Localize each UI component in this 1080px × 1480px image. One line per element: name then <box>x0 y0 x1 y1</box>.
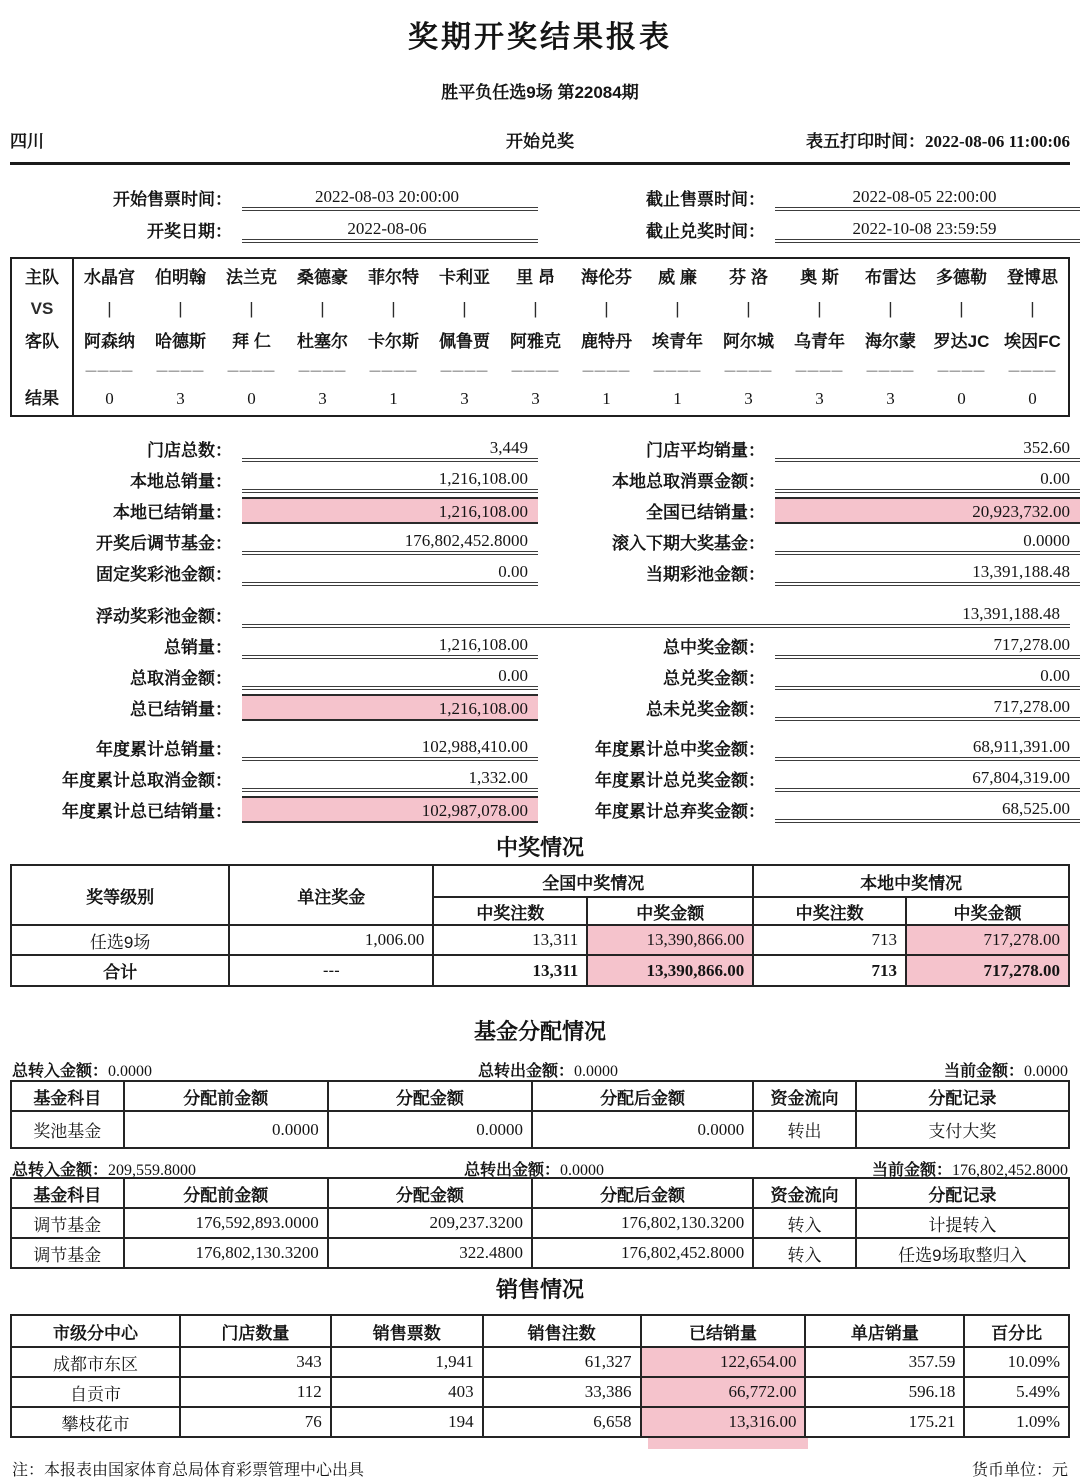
score-separator: ———— <box>511 365 560 377</box>
prize-table <box>10 864 1070 987</box>
stat-label: 总未兑奖金额： <box>646 700 765 719</box>
column-header: 销售票数 <box>331 1315 483 1347</box>
ticket-count: 403 <box>331 1377 483 1407</box>
meta-row <box>10 127 1070 151</box>
stat-value-highlighted: 102,987,078.00 <box>242 796 538 823</box>
vs-separator: | <box>888 299 893 318</box>
stat-label: 年度累计总中奖金额： <box>595 740 765 759</box>
match-column <box>429 259 500 415</box>
branch-city: 成都市东区 <box>11 1347 180 1377</box>
away-team: 阿雅克 <box>510 332 561 351</box>
stat-value-highlighted: 1,216,108.00 <box>242 497 538 524</box>
stat-label: 截止兑奖时间： <box>646 221 765 241</box>
away-team: 阿尔城 <box>723 332 774 351</box>
stat-label: 当期彩池金额： <box>646 565 765 584</box>
stat-label: 门店总数： <box>147 441 232 460</box>
column-header: 中奖注数 <box>753 897 906 925</box>
single-prize: 1,006.00 <box>229 925 433 955</box>
column-header: 门店数量 <box>180 1315 331 1347</box>
match-result: 3 <box>318 389 327 408</box>
fund-current-label: 当前金额： <box>871 1162 952 1179</box>
vs-separator: | <box>462 299 467 318</box>
match-result: 1 <box>673 389 682 408</box>
fund-in-label: 总转入金额： <box>12 1063 109 1080</box>
stat-label: 开奖后调节基金： <box>96 534 232 553</box>
score-separator: ———— <box>582 365 631 377</box>
stat-label: 开始售票时间： <box>113 189 232 209</box>
vs-separator: | <box>604 299 609 318</box>
stat-value: 2022-08-06 <box>242 216 538 243</box>
score-separator: ———— <box>937 365 986 377</box>
ticket-count: 194 <box>331 1407 483 1437</box>
currency-unit: 货币单位：元 <box>971 1462 1068 1479</box>
score-separator: ———— <box>795 365 844 377</box>
percentage: 10.09% <box>964 1347 1069 1377</box>
match-column <box>287 259 358 415</box>
table-row <box>11 1111 1069 1148</box>
single-prize: --- <box>229 955 433 986</box>
stat-value: 352.60 <box>775 435 1080 462</box>
vs-separator: | <box>959 299 964 318</box>
home-team: 布雷达 <box>865 268 916 287</box>
match-row-labels <box>12 259 74 415</box>
stat-value: 13,391,188.48 <box>775 559 1080 586</box>
sale-times-block <box>10 181 1070 245</box>
table-row <box>11 1377 1069 1407</box>
per-store-sales: 175.21 <box>805 1407 964 1437</box>
column-header: 中奖金额 <box>587 897 753 925</box>
match-result: 3 <box>815 389 824 408</box>
away-team: 乌青年 <box>794 332 845 351</box>
match-column <box>926 259 997 415</box>
store-stats-block <box>10 433 1070 588</box>
settled-sales: 66,772.00 <box>641 1377 806 1407</box>
away-team: 鹿特丹 <box>581 332 632 351</box>
table-row <box>11 1208 1069 1238</box>
fund-out-label: 总转出金额： <box>463 1162 560 1179</box>
column-header: 销售注数 <box>483 1315 641 1347</box>
vs-separator: | <box>320 299 325 318</box>
away-team: 罗达JC <box>933 332 990 351</box>
stat-value: 2022-08-03 20:00:00 <box>242 184 538 211</box>
fund-subject: 调节基金 <box>11 1238 124 1268</box>
home-team: 里 昂 <box>516 268 555 287</box>
home-team: 多德勒 <box>936 268 987 287</box>
match-column <box>216 259 287 415</box>
national-count: 13,311 <box>433 925 587 955</box>
prize-section-title: 中奖情况 <box>495 835 584 860</box>
stat-value-highlighted: 1,216,108.00 <box>242 694 538 721</box>
stat-value: 1,216,108.00 <box>242 466 538 493</box>
stat-label: 年度累计总取消金额： <box>62 771 232 790</box>
away-team: 埃因FC <box>1004 332 1061 351</box>
column-header: 已结销量 <box>641 1315 806 1347</box>
match-result: 0 <box>247 389 256 408</box>
match-column <box>145 259 216 415</box>
fund-summary-row <box>10 1058 1070 1080</box>
stat-value: 2022-10-08 23:59:59 <box>775 216 1080 243</box>
column-header: 单店销量 <box>805 1315 964 1347</box>
local-amount: 717,278.00 <box>906 925 1069 955</box>
table-row <box>11 1407 1069 1437</box>
fund-subject: 调节基金 <box>11 1208 124 1238</box>
stat-value: 67,804,319.00 <box>775 765 1080 792</box>
vs-separator: | <box>178 299 183 318</box>
print-time-value: 2022-08-06 11:00:06 <box>925 132 1070 151</box>
home-team: 菲尔特 <box>368 268 419 287</box>
match-result: 3 <box>176 389 185 408</box>
stat-label: 总取消金额： <box>130 669 232 688</box>
column-group-header: 全国中奖情况 <box>433 865 753 897</box>
settled-sales: 122,654.00 <box>641 1347 806 1377</box>
stat-value: 0.0000 <box>775 528 1080 555</box>
fund-current-value: 176,802,452.8000 <box>951 1162 1068 1179</box>
vs-separator: | <box>533 299 538 318</box>
stat-value: 176,802,452.8000 <box>242 528 538 555</box>
print-time <box>806 127 1070 152</box>
amount-allocated: 209,237.3200 <box>328 1208 532 1238</box>
score-separator: ———— <box>298 365 347 377</box>
stat-value: 68,525.00 <box>775 796 1080 823</box>
match-result: 0 <box>957 389 966 408</box>
match-column <box>997 259 1068 415</box>
match-column <box>855 259 926 415</box>
local-count: 713 <box>753 955 906 986</box>
branch-city: 自贡市 <box>11 1377 180 1407</box>
fund-direction: 转入 <box>753 1238 856 1268</box>
match-result: 0 <box>1028 389 1037 408</box>
away-team: 阿森纳 <box>84 332 135 351</box>
column-header: 市级分中心 <box>11 1315 180 1347</box>
amount-before: 176,802,130.3200 <box>124 1238 328 1268</box>
stat-label: 门店平均销量： <box>646 441 765 460</box>
store-count: 112 <box>180 1377 331 1407</box>
fund-direction: 转出 <box>753 1111 856 1148</box>
column-header: 奖等级别 <box>11 865 229 925</box>
fund-table-2 <box>10 1177 1070 1269</box>
stat-label: 本地已结销量： <box>113 503 232 522</box>
fund-out-value: 0.0000 <box>574 1063 618 1080</box>
home-team: 伯明翰 <box>155 268 206 287</box>
home-row-label: 主队 <box>25 268 59 287</box>
stat-value: 0.00 <box>775 466 1080 493</box>
fund-record: 计提转入 <box>856 1208 1069 1238</box>
fund-current-label: 当前金额： <box>943 1063 1024 1080</box>
region-label: 四川 <box>10 132 44 151</box>
score-separator: ———— <box>866 365 915 377</box>
vs-separator: | <box>107 299 112 318</box>
score-separator: ———— <box>156 365 205 377</box>
percentage: 5.49% <box>964 1377 1069 1407</box>
national-amount: 13,390,866.00 <box>587 925 753 955</box>
table-row <box>11 925 1069 955</box>
amount-after: 176,802,130.3200 <box>532 1208 753 1238</box>
national-count: 13,311 <box>433 955 587 986</box>
fund-subject: 奖池基金 <box>11 1111 124 1148</box>
bet-count: 6,658 <box>483 1407 641 1437</box>
away-row-label: 客队 <box>25 332 59 351</box>
local-count: 713 <box>753 925 906 955</box>
fund-out-label: 总转出金额： <box>477 1063 574 1080</box>
table-row <box>11 955 1069 986</box>
stat-value: 3,449 <box>242 435 538 462</box>
match-column <box>784 259 855 415</box>
home-team: 海伦芬 <box>581 268 632 287</box>
away-team: 拜 仁 <box>232 332 271 351</box>
column-header: 分配前金额 <box>124 1081 328 1111</box>
match-result: 0 <box>105 389 114 408</box>
vs-separator: | <box>249 299 254 318</box>
score-separator: ———— <box>440 365 489 377</box>
score-separator: ———— <box>724 365 773 377</box>
column-group-header: 本地中奖情况 <box>753 865 1069 897</box>
home-team: 奥 斯 <box>800 268 839 287</box>
away-team: 卡尔斯 <box>368 332 419 351</box>
amount-before: 176,592,893.0000 <box>124 1208 328 1238</box>
column-header: 分配后金额 <box>532 1178 753 1208</box>
sales-section-title: 销售情况 <box>495 1277 584 1302</box>
home-team: 芬 洛 <box>729 268 768 287</box>
result-row-label: 结果 <box>25 389 59 408</box>
stat-label: 年度累计总弃奖金额： <box>595 802 765 821</box>
stat-label: 本地总取消票金额： <box>612 472 765 491</box>
store-count: 76 <box>180 1407 331 1437</box>
away-team: 佩鲁贾 <box>439 332 490 351</box>
stat-value-highlighted: 20,923,732.00 <box>775 497 1080 524</box>
stat-value: 0.00 <box>242 559 538 586</box>
amount-after: 0.0000 <box>532 1111 753 1148</box>
fund-current-value: 0.0000 <box>1023 1063 1068 1080</box>
match-result: 3 <box>460 389 469 408</box>
stat-label: 截止售票时间： <box>646 189 765 209</box>
stat-value: 102,988,410.00 <box>242 734 538 761</box>
match-result: 1 <box>389 389 398 408</box>
prize-level: 合计 <box>11 955 229 986</box>
match-column <box>713 259 784 415</box>
score-separator: ———— <box>85 365 134 377</box>
stat-value: 2022-08-05 22:00:00 <box>775 184 1080 211</box>
home-team: 桑德豪 <box>297 268 348 287</box>
match-results-table <box>10 257 1070 417</box>
score-separator: ———— <box>227 365 276 377</box>
stat-label: 固定奖彩池金额： <box>96 565 232 584</box>
bet-count: 61,327 <box>483 1347 641 1377</box>
column-header: 单注奖金 <box>229 865 433 925</box>
prize-level: 任选9场 <box>11 925 229 955</box>
column-header: 分配金额 <box>328 1178 532 1208</box>
away-team: 杜塞尔 <box>297 332 348 351</box>
per-store-sales: 357.59 <box>805 1347 964 1377</box>
stat-label: 年度累计总兑奖金额： <box>595 771 765 790</box>
match-result: 1 <box>602 389 611 408</box>
fund-in-value: 209,559.8000 <box>108 1162 197 1179</box>
table-row <box>11 1238 1069 1268</box>
local-amount: 717,278.00 <box>906 955 1069 986</box>
column-header: 基金科目 <box>11 1081 124 1111</box>
stat-label: 滚入下期大奖基金： <box>612 534 765 553</box>
match-result: 3 <box>531 389 540 408</box>
vs-separator: | <box>746 299 751 318</box>
vs-separator: | <box>391 299 396 318</box>
settled-sales: 13,316.00 <box>641 1407 806 1437</box>
column-header: 基金科目 <box>11 1178 124 1208</box>
column-header: 分配记录 <box>856 1178 1069 1208</box>
amount-allocated: 0.0000 <box>328 1111 532 1148</box>
stat-label: 年度累计总已结销量： <box>62 802 232 821</box>
stat-label: 开奖日期： <box>147 221 232 241</box>
fund-in-label: 总转入金额： <box>12 1162 109 1179</box>
stat-value: 1,332.00 <box>242 765 538 792</box>
fund-section-title: 基金分配情况 <box>473 1019 606 1044</box>
score-separator: ———— <box>1008 365 1057 377</box>
home-team: 威 廉 <box>658 268 697 287</box>
period-stats-block <box>10 599 1070 723</box>
column-header: 资金流向 <box>753 1178 856 1208</box>
vs-separator: | <box>1030 299 1035 318</box>
stat-value: 13,391,188.48 <box>242 601 1070 628</box>
home-team: 法兰克 <box>226 268 277 287</box>
sales-table <box>10 1314 1070 1438</box>
score-separator: ———— <box>653 365 702 377</box>
column-header: 分配前金额 <box>124 1178 328 1208</box>
score-separator: ———— <box>369 365 418 377</box>
match-column <box>642 259 713 415</box>
stat-label: 总中奖金额： <box>663 638 765 657</box>
home-team: 登博思 <box>1007 268 1058 287</box>
settled-column-highlight-tail <box>648 1438 808 1449</box>
column-header: 分配后金额 <box>532 1081 753 1111</box>
stat-value: 717,278.00 <box>775 632 1080 659</box>
per-store-sales: 596.18 <box>805 1377 964 1407</box>
store-count: 343 <box>180 1347 331 1377</box>
page-subtitle: 胜平负任选9场 第22084期 <box>441 83 639 102</box>
column-header: 分配金额 <box>328 1081 532 1111</box>
away-team: 埃青年 <box>652 332 703 351</box>
match-column <box>500 259 571 415</box>
fund-record: 支付大奖 <box>856 1111 1069 1148</box>
column-header: 中奖金额 <box>906 897 1069 925</box>
stat-value: 0.00 <box>775 663 1080 690</box>
stat-label: 全国已结销量： <box>646 503 765 522</box>
percentage: 1.09% <box>964 1407 1069 1437</box>
amount-after: 176,802,452.8000 <box>532 1238 753 1268</box>
footer-note: 注：本报表由国家体育总局体育彩票管理中心出具 <box>12 1462 365 1479</box>
vs-separator: | <box>675 299 680 318</box>
fund-summary-row <box>10 1157 1070 1179</box>
status-label: 开始兑奖 <box>506 132 574 151</box>
branch-city: 攀枝花市 <box>11 1407 180 1437</box>
away-team: 哈德斯 <box>155 332 206 351</box>
away-team: 海尔蒙 <box>865 332 916 351</box>
stat-label: 浮动奖彩池金额： <box>96 607 232 626</box>
stat-label: 本地总销量： <box>130 472 232 491</box>
stat-label: 年度累计总销量： <box>96 740 232 759</box>
fund-direction: 转入 <box>753 1208 856 1238</box>
fund-in-value: 0.0000 <box>108 1063 153 1080</box>
times-row <box>10 181 1070 213</box>
amount-allocated: 322.4800 <box>328 1238 532 1268</box>
column-header: 中奖注数 <box>433 897 587 925</box>
stat-label: 总兑奖金额： <box>663 669 765 688</box>
stat-value: 68,911,391.00 <box>775 734 1080 761</box>
stat-label: 总已结销量： <box>130 700 232 719</box>
home-team: 水晶宫 <box>84 268 135 287</box>
national-amount: 13,390,866.00 <box>587 955 753 986</box>
stat-value: 0.00 <box>242 663 538 690</box>
vs-separator: | <box>817 299 822 318</box>
times-row <box>10 213 1070 245</box>
fund-record: 任选9场取整归入 <box>856 1238 1069 1268</box>
column-header: 百分比 <box>964 1315 1069 1347</box>
annual-stats-block <box>10 732 1070 825</box>
table-row <box>11 1347 1069 1377</box>
stat-value: 717,278.00 <box>775 694 1080 721</box>
stat-value: 1,216,108.00 <box>242 632 538 659</box>
ticket-count: 1,941 <box>331 1347 483 1377</box>
match-result: 3 <box>744 389 753 408</box>
match-result: 3 <box>886 389 895 408</box>
stat-label: 总销量： <box>164 638 232 657</box>
match-column <box>358 259 429 415</box>
vs-row-label: VS <box>30 299 54 318</box>
print-time-label: 表五打印时间： <box>806 132 926 151</box>
fund-table-1 <box>10 1080 1070 1149</box>
column-header: 分配记录 <box>856 1081 1069 1111</box>
match-column <box>74 259 145 415</box>
home-team: 卡利亚 <box>439 268 490 287</box>
fund-out-value: 0.0000 <box>560 1162 604 1179</box>
bet-count: 33,386 <box>483 1377 641 1407</box>
page-title: 奖期开奖结果报表 <box>408 21 672 54</box>
header-divider <box>10 162 1070 165</box>
column-header: 资金流向 <box>753 1081 856 1111</box>
amount-before: 0.0000 <box>124 1111 328 1148</box>
footer-row <box>10 1457 1070 1480</box>
match-column <box>571 259 642 415</box>
